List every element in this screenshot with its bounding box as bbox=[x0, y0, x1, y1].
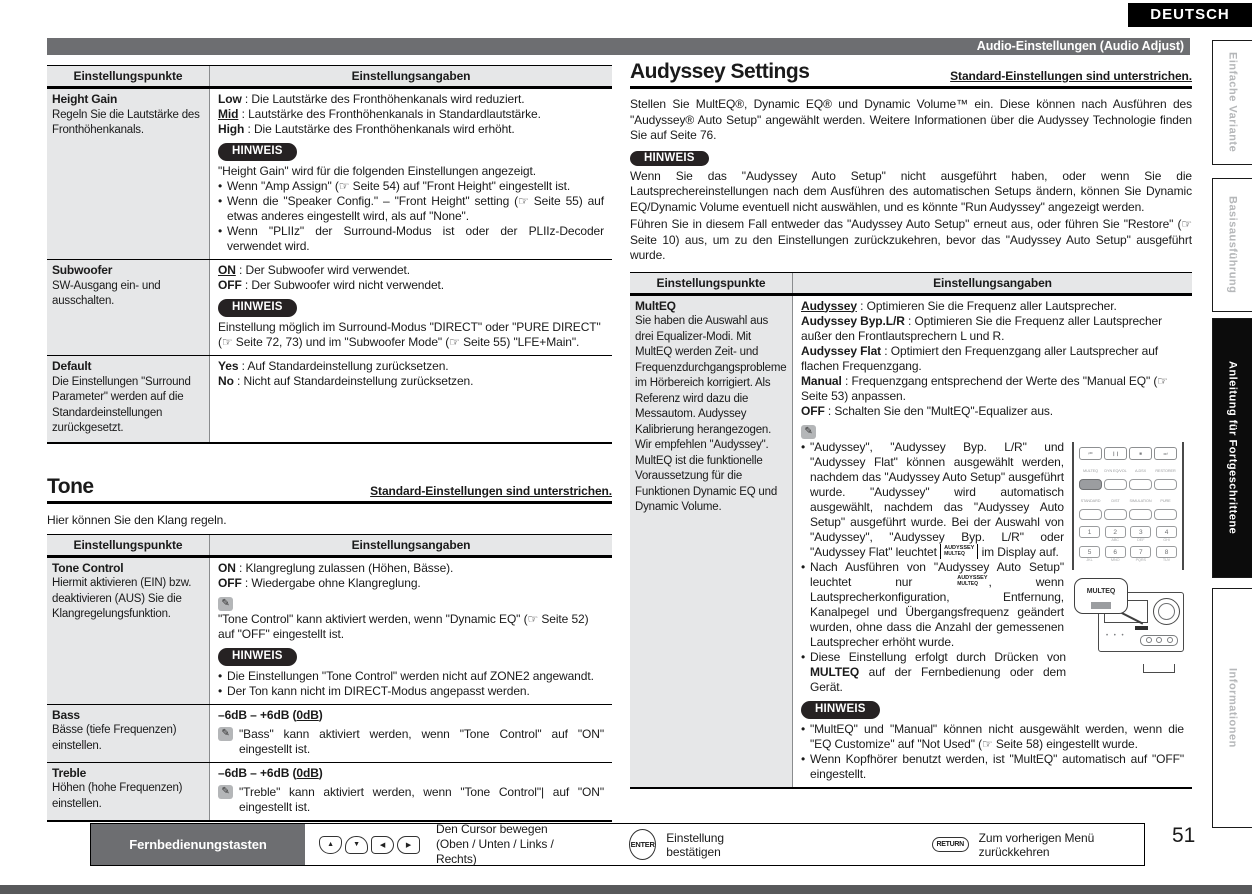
audyssey-intro: Stellen Sie MultEQ®, Dynamic EQ® und Dynamic Volume™ ein. Diese können nach Ausführen des "Audyssey® Auto Setup" angewählt werden. Weitere Informationen über die Audyssey Technologie finden Sie auf Seite 76. bbox=[630, 97, 1192, 142]
remote-button-label: PURE bbox=[1160, 498, 1171, 503]
section-header-bar: Audio-Einstellungen (Audio Adjust) bbox=[47, 38, 1190, 55]
value-cell bbox=[210, 356, 612, 442]
item-cell bbox=[47, 356, 210, 442]
enter-caption: Einstellung bestätigen bbox=[666, 830, 724, 859]
return-caption: Zum vorherigen Menü zurückkehren bbox=[978, 830, 1095, 859]
item-description: Sie haben die Auswahl aus drei Equalizer-Modi. Mit MultEQ werden Zeit- und Frequenzdurchgangsprobleme im Hörbereich korrigiert. Als Referenz wird dazu die Messautom. Audyssey Kalibrierung herangezogen. Wir empfehlen "Audyssey". MultEQ ist die funktionelle Voraussetzung für die Funktionen Dynamic EQ und Dynamic Volume. bbox=[635, 315, 787, 513]
value-line: Audyssey Byp.L/R : Optimieren Sie die Frequenz aller Lautsprecher außer den Frontlautsprechern L und R. bbox=[801, 313, 1162, 343]
item-cell bbox=[47, 763, 210, 820]
value-line: Manual : Frequenzgang entsprechend der Werte des "Manual EQ" (☞ Seite 53) anpassen. bbox=[801, 373, 1168, 403]
audyssey-standard-note: Standard-Einstellungen sind unterstrichen. bbox=[950, 69, 1192, 83]
digit-button: 7 PQRS bbox=[1130, 546, 1151, 563]
transport-button-icon: ❙❙ bbox=[1104, 447, 1127, 460]
sidebar-tab-label: Einfache Variante bbox=[1226, 52, 1239, 153]
sidebar-tab-label: Anleitung für Fortgeschrittene bbox=[1226, 361, 1239, 535]
display-indicator: AUDYSSEY MULTEQ bbox=[940, 544, 978, 559]
return-button-icon: RETURN bbox=[932, 837, 969, 852]
tone-title: Tone bbox=[47, 474, 94, 498]
remote-control-illustration bbox=[1072, 442, 1184, 570]
item-title: Height Gain bbox=[52, 92, 118, 106]
value-line: "Height Gain" wird für die folgenden Einstellungen angezeigt. bbox=[218, 164, 536, 178]
value-line: No : Nicht auf Standardeinstellung zurücksetzen. bbox=[218, 374, 474, 388]
left-column bbox=[47, 65, 612, 822]
settings-table-multeq bbox=[630, 272, 1192, 789]
table-header-row bbox=[47, 535, 612, 557]
cursor-up-icon: ▲ bbox=[319, 836, 342, 854]
value-line: ON : Der Subwoofer wird verwendet. bbox=[218, 263, 411, 277]
bullet-item: • Nach Ausführen von "Audyssey Auto Setup" leuchtet nur AUDYSSEY MULTEQ , wenn Lautsprecherkonfiguration, Entfernung, Kanalpegel und Übergangsfrequenz geändert wurden, ohne dass die Anzahl der gemessenen Lautsprecher erhöht wurde. bbox=[801, 559, 1064, 649]
table-row bbox=[47, 88, 612, 259]
value-line: High : Die Lautstärke des Fronthöhenkanals wird erhöht. bbox=[218, 122, 515, 136]
table-row bbox=[47, 355, 612, 442]
bullet-item: • Der Ton kann nicht im DIRECT-Modus angepasst werden. bbox=[218, 683, 530, 698]
value-line: –6dB – +6dB (0dB) bbox=[218, 707, 323, 722]
digit-button: 3 DEF bbox=[1130, 526, 1151, 543]
remote-button-label: STANDARD bbox=[1080, 498, 1101, 503]
pencil-note-icon-row bbox=[218, 595, 604, 611]
item-title: Bass bbox=[52, 707, 80, 722]
transport-button-icon: ⏮ bbox=[1079, 447, 1102, 460]
value-line: ON : Klangreglung zulassen (Höhen, Bässe). bbox=[218, 560, 454, 575]
bullet-item: • "Audyssey", "Audyssey Byp. L/R" und "Audyssey Flat" können ausgewählt werden, nachdem das "Audyssey Auto Setup" ausgeführt wurde. "Audyssey" wird automatisch ausgewählt, nachdem das "Audyssey Auto Setup" ausgeführt wurde. Bei der Auswahl von "Audyssey", "Audyssey Byp. L/R" oder "Audyssey Flat" leuchtet AUDYSSEY MULTEQ im Display auf. bbox=[801, 439, 1064, 559]
hinweis-badge: HINWEIS bbox=[630, 151, 709, 166]
tone-section-head bbox=[47, 475, 612, 504]
value-line: Low : Die Lautstärke des Fronthöhenkanals wird reduziert. bbox=[218, 92, 525, 106]
sidebar-tab-anleitung-f-r-fortgeschrittene bbox=[1212, 318, 1252, 578]
cursor-right-icon: ▶ bbox=[397, 836, 420, 854]
hinweis-badge-wrap bbox=[801, 701, 1184, 719]
column-header: Einstellungsangaben bbox=[351, 537, 471, 552]
settings-table bbox=[47, 65, 612, 444]
column-header: Einstellungspunkte bbox=[47, 66, 210, 86]
value-cell bbox=[210, 705, 612, 762]
page-number: 51 bbox=[1172, 824, 1196, 847]
cursor-caption bbox=[436, 822, 577, 867]
cursor-left-icon: ◀ bbox=[371, 836, 394, 854]
bullet-item: • "MultEQ" und "Manual" können nicht ausgewählt werden, wenn die "EQ Customize" auf "Not Used" (☞ Seite 58) eingestellt wurde. bbox=[801, 721, 1184, 751]
remote-button-label: A-DSX bbox=[1134, 468, 1147, 473]
item-title: Tone Control bbox=[52, 560, 124, 575]
item-description: Höhen (hohe Frequenzen) einstellen. bbox=[52, 782, 183, 810]
hinweis-badge-wrap bbox=[218, 648, 604, 666]
audyssey-note-paragraphs bbox=[630, 169, 1192, 264]
sidebar-tab-einfache-variante bbox=[1212, 40, 1252, 165]
multeq-callout: MULTEQ bbox=[1074, 578, 1128, 614]
table-row bbox=[47, 557, 612, 704]
audyssey-section-head bbox=[630, 60, 1192, 89]
tone-intro: Hier können Sie den Klang regeln. bbox=[47, 512, 227, 527]
table-row bbox=[47, 762, 612, 820]
remote-button-label: SIMULATION bbox=[1129, 498, 1152, 503]
value-line: Einstellung möglich im Surround-Modus "DIRECT" oder "PURE DIRECT" (☞ Seite 72, 73) und im "Subwoofer Mode" (☞ Seite 55) "LFE+Main". bbox=[218, 320, 601, 349]
value-cell bbox=[210, 763, 612, 820]
panel-button bbox=[1135, 626, 1148, 630]
note-paragraph: Führen Sie in diesem Fall entweder das "Audyssey Auto Setup" erneut aus, oder führen Sie "Restore" (☞ Seite 10) aus, um zu den Einstellungen zurückzukehren, bevor das "Audyssey Auto Setup" ausgeführt wurde. bbox=[630, 217, 1192, 262]
volume-knob-icon bbox=[1153, 598, 1180, 625]
digit-button: 8 TUV bbox=[1156, 546, 1177, 563]
remote-button bbox=[1154, 509, 1177, 520]
remote-button bbox=[1104, 509, 1127, 520]
cursor-down-icon: ▼ bbox=[345, 836, 368, 854]
enter-button-icon: ENTER bbox=[629, 829, 656, 860]
sidebar-tab-basisausf-hrung bbox=[1212, 178, 1252, 312]
item-cell bbox=[47, 558, 210, 704]
remote-keys-footer bbox=[90, 823, 1145, 866]
remote-button bbox=[1079, 509, 1102, 520]
value-cell bbox=[793, 296, 1192, 787]
pencil-note-icon-row bbox=[801, 423, 1184, 439]
digit-button: 5 JKL bbox=[1079, 546, 1100, 563]
transport-button-icon: ■ bbox=[1129, 447, 1152, 460]
hinweis-badge: HINWEIS bbox=[218, 143, 297, 161]
multeq-indicator bbox=[1091, 602, 1111, 609]
item-cell bbox=[47, 260, 210, 355]
table-row bbox=[630, 295, 1192, 787]
bullet-item: • Die Einstellungen "Tone Control" werden nicht auf ZONE2 angewandt. bbox=[218, 668, 594, 683]
item-title: MultEQ bbox=[635, 298, 676, 313]
settings-table-tone bbox=[47, 534, 612, 822]
digit-button: 2 ABC bbox=[1105, 526, 1126, 543]
settings-table bbox=[630, 272, 1192, 789]
digit-button: 4 GHI bbox=[1156, 526, 1177, 543]
pencil-note: ✎ "Treble" kann aktiviert werden, wenn "Tone Control"| auf "ON" eingestellt ist. bbox=[218, 785, 604, 815]
column-header: Einstellungspunkte bbox=[630, 273, 793, 293]
item-title: Subwoofer bbox=[52, 263, 113, 277]
digit-button: 1 bbox=[1079, 526, 1100, 543]
value-line: Audyssey : Optimieren Sie die Frequenz aller Lautsprecher. bbox=[801, 298, 1117, 313]
display-indicator: AUDYSSEY MULTEQ bbox=[957, 575, 988, 587]
column-header: Einstellungspunkte bbox=[47, 535, 210, 555]
language-tag: DEUTSCH bbox=[1128, 3, 1252, 27]
audyssey-title: Audyssey Settings bbox=[630, 60, 810, 83]
remote-button bbox=[1129, 509, 1152, 520]
value-line: Audyssey Flat : Optimiert den Frequenzgang aller Lautsprecher auf flachen Frequenzgang. bbox=[801, 343, 1159, 373]
table-header-row bbox=[47, 66, 612, 88]
item-cell bbox=[47, 89, 210, 259]
pencil-icon: ✎ bbox=[218, 785, 233, 799]
bottom-bar bbox=[0, 885, 1252, 894]
digit-button: 6 MNO bbox=[1105, 546, 1126, 563]
value-line: –6dB – +6dB (0dB) bbox=[218, 765, 323, 780]
remote-button bbox=[1079, 479, 1102, 490]
sidebar-tab-informationen bbox=[1212, 588, 1252, 828]
tone-standard-note: Standard-Einstellungen sind unterstrichen. bbox=[370, 483, 612, 498]
cursor-caption-line1: Den Cursor bewegen bbox=[436, 822, 548, 836]
footer-label: Fernbedienungstasten bbox=[91, 824, 305, 865]
value-line: "Tone Control" kann aktiviert werden, wenn "Dynamic EQ" (☞ Seite 52) auf "OFF" eingestellt ist. bbox=[218, 611, 589, 641]
sidebar-tab-label: Basisausführung bbox=[1226, 196, 1239, 294]
item-cell bbox=[630, 296, 793, 787]
pencil-note: ✎ "Bass" kann aktiviert werden, wenn "Tone Control" auf "ON" eingestellt ist. bbox=[218, 727, 604, 757]
right-column bbox=[630, 60, 1192, 789]
value-line: Mid : Lautstärke des Fronthöhenkanals in Standardlautstärke. bbox=[218, 107, 541, 121]
settings-table bbox=[47, 534, 612, 822]
transport-button-icon: ⏭ bbox=[1154, 447, 1177, 460]
bullet-item: • Wenn "PLIIz" der Surround-Modus ist oder der PLIIz-Decoder verwendet wird. bbox=[218, 224, 604, 253]
column-header: Einstellungsangaben bbox=[351, 69, 471, 83]
item-description: Regeln Sie die Lautstärke des Fronthöhenkanals. bbox=[52, 108, 200, 136]
value-cell bbox=[210, 89, 612, 259]
remote-button-label: DYN EQ/VOL bbox=[1104, 468, 1127, 473]
value-line: OFF : Der Subwoofer wird nicht verwendet. bbox=[218, 278, 444, 292]
pencil-icon: ✎ bbox=[218, 597, 233, 611]
note-paragraph: Wenn Sie das "Audyssey Auto Setup" nicht ausgeführt haben, oder wenn Sie die Lautsprechereinstellungen nach dem Ausführen des automatischen Setups ändern, können Sie Dynamic EQ/Dynamic Volume eventuell nicht auswählen, und es könnte "Run Audyssey" angezeigt werden. bbox=[630, 168, 1192, 214]
receiver-front-panel-illustration: MULTEQ • • • bbox=[1074, 578, 1184, 673]
hinweis-badge-wrap bbox=[218, 299, 604, 317]
item-description: SW-Ausgang ein- und ausschalten. bbox=[52, 279, 161, 307]
item-title: Default bbox=[52, 359, 92, 373]
remote-button-label: MULTEQ bbox=[1083, 468, 1098, 473]
pencil-icon: ✎ bbox=[801, 425, 816, 439]
table-header-row bbox=[630, 273, 1192, 295]
value-line: Yes : Auf Standardeinstellung zurücksetzen. bbox=[218, 359, 449, 373]
remote-button bbox=[1154, 479, 1177, 490]
hinweis-badge: HINWEIS bbox=[218, 299, 297, 317]
item-cell bbox=[47, 705, 210, 762]
remote-button bbox=[1129, 479, 1152, 490]
remote-button-label: RESTORER bbox=[1155, 468, 1176, 473]
item-description: Bässe (tiefe Frequenzen) einstellen. bbox=[52, 724, 177, 752]
item-description: Die Einstellungen "Surround Parameter" werden auf die Standardeinstellungen zurückgesetzt. bbox=[52, 375, 191, 434]
value-cell bbox=[210, 558, 612, 704]
cursor-caption-line2: (Oben / Unten / Links / Rechts) bbox=[436, 837, 554, 866]
column-header: Einstellungsangaben bbox=[933, 275, 1052, 290]
sidebar-tab-label: Informationen bbox=[1226, 668, 1239, 748]
bullet-item: • Wenn die "Speaker Config." – "Front Height" setting (☞ Seite 55) auf etwas anderes eingestellt wird, als auf "None". bbox=[218, 194, 604, 223]
table-row bbox=[47, 704, 612, 762]
remote-button bbox=[1104, 479, 1127, 490]
item-description: Hiermit aktivieren (EIN) bzw. deaktivieren (AUS) Sie die Klangregelungsfunktion. bbox=[52, 577, 192, 620]
value-line: OFF : Wiedergabe ohne Klangreglung. bbox=[218, 575, 421, 590]
table-row bbox=[47, 259, 612, 355]
bullet-item: • Wenn Kopfhörer benutzt werden, ist "MultEQ" automatisch auf "OFF" eingestellt. bbox=[801, 751, 1184, 781]
cursor-buttons bbox=[319, 836, 420, 854]
value-cell bbox=[210, 260, 612, 355]
hinweis-badge-wrap bbox=[630, 150, 1192, 166]
hinweis-badge-wrap bbox=[218, 143, 604, 161]
settings-table-surround bbox=[47, 65, 612, 444]
pencil-icon: ✎ bbox=[218, 727, 233, 741]
hinweis-badge: HINWEIS bbox=[801, 701, 880, 719]
bullet-item: • Diese Einstellung erfolgt durch Drücken von MULTEQ auf der Fernbedienung oder dem Gerät. bbox=[801, 649, 1066, 694]
value-line: OFF : Schalten Sie den "MultEQ"-Equalizer aus. bbox=[801, 403, 1054, 418]
bullet-item: • Wenn "Amp Assign" (☞ Seite 54) auf "Front Height" eingestellt ist. bbox=[218, 179, 571, 193]
item-title: Treble bbox=[52, 765, 87, 780]
remote-button-label: D/ST bbox=[1111, 498, 1120, 503]
hinweis-badge: HINWEIS bbox=[218, 648, 297, 666]
